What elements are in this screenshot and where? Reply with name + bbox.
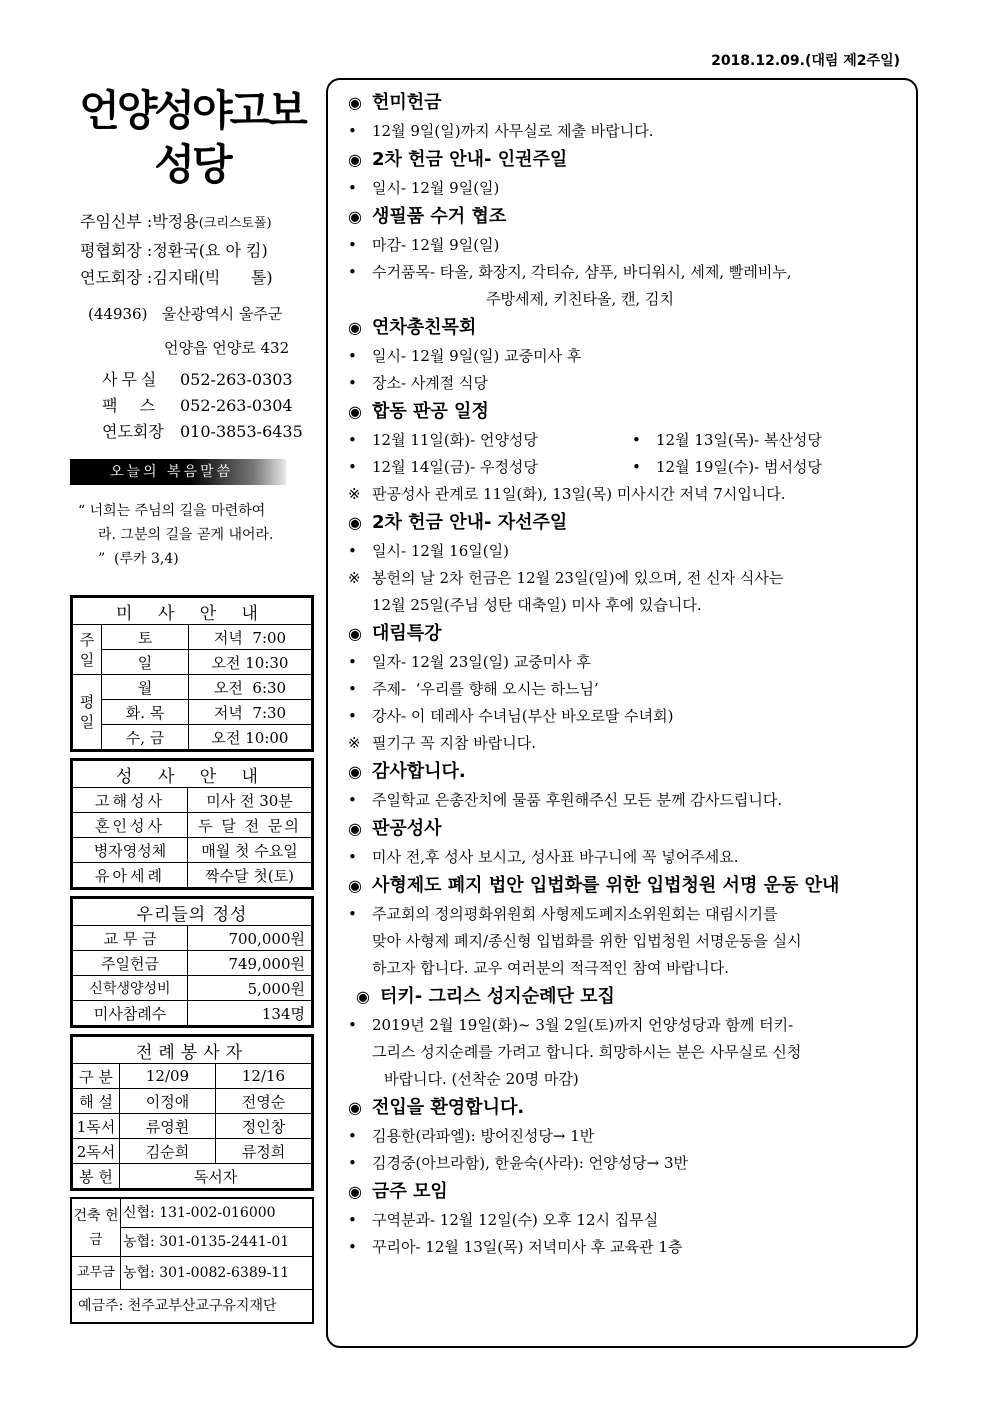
notice-note: ※ 봉헌의 날 2차 헌금은 12월 23일(일)에 있으며, 전 신자 식사는	[348, 565, 916, 592]
notice-item: • 일시- 12월 9일(일) 교중미사 후	[348, 343, 916, 370]
notice-item: • 12월 11일(화)- 언양성당	[348, 427, 632, 454]
notice-item: • 일자- 12월 23일(일) 교중미사 후	[348, 649, 916, 676]
notice-item: • 주제- ‘우리를 향해 오시는 하느님’	[348, 676, 916, 703]
notice-item: • 구역분과- 12월 12일(수) 오후 12시 집무실	[348, 1207, 916, 1234]
notice-heading: ◉ 2차 헌금 안내- 자선주일	[348, 512, 568, 533]
notice-item-continued: 그리스 성지순례를 가려고 합니다. 희망하시는 분은 사무실로 신청	[372, 1043, 802, 1061]
staff-list	[70, 208, 314, 291]
account-number: 농협: 301-0082-6389-11	[123, 1265, 290, 1281]
dot-bullet-icon: •	[348, 374, 357, 392]
reference-mark-icon: ※	[348, 734, 361, 752]
notice-item: • 장소- 사계절 식당	[348, 370, 916, 397]
parish-name-line2: 성당	[154, 140, 230, 189]
dot-bullet-icon: •	[348, 707, 357, 725]
mass-schedule-title: 미 사 안 내	[73, 598, 312, 625]
weekday-label: 평일	[73, 675, 102, 750]
reference-mark-icon: ※	[348, 569, 361, 587]
dot-bullet-icon: •	[348, 347, 357, 365]
dot-bullet-icon: •	[348, 458, 357, 476]
parish-address: (44936) 울산광역시 울주군 언양읍 언양로 432	[88, 305, 290, 357]
dot-bullet-icon: •	[348, 1238, 357, 1256]
notice-heading: ◉ 헌미헌금	[348, 92, 442, 113]
reference-mark-icon: ※	[348, 485, 361, 503]
dot-bullet-icon: •	[632, 431, 641, 449]
account-holder: 예금주: 천주교부산교구유지재단	[78, 1298, 277, 1314]
target-bullet-icon: ◉	[348, 762, 362, 781]
notice-heading: ◉ 연차총친목회	[348, 317, 477, 338]
building-fund-row	[72, 1199, 312, 1257]
dot-bullet-icon: •	[348, 431, 357, 449]
notice-heading: ◉ 사형제도 폐지 법안 입법화를 위한 입법청원 서명 운동 안내	[348, 875, 840, 896]
offerings-table: 우리들의 정성 교 무 금 700,000원 주일헌금 749,000원 신학생양성비 5,000원 미사참례수 134명	[70, 896, 314, 1028]
notice-heading: ◉ 2차 헌금 안내- 인권주일	[348, 149, 568, 170]
target-bullet-icon: ◉	[348, 513, 362, 532]
notice-item: • 2019년 2월 19일(화)~ 3월 2일(토)까지 언양성당과 함께 터키-	[348, 1012, 916, 1039]
notice-row	[348, 427, 916, 454]
dues-row	[72, 1257, 312, 1290]
notice-heading: ◉ 판공성사	[348, 818, 442, 839]
notice-item: • 12월 13일(목)- 복산성당	[632, 427, 916, 454]
target-bullet-icon: ◉	[348, 624, 362, 643]
target-bullet-icon: ◉	[356, 987, 370, 1006]
dot-bullet-icon: •	[348, 680, 357, 698]
notice-heading: ◉ 전입을 환영합니다.	[348, 1097, 525, 1118]
account-number: 농협: 301-0135-2441-01	[121, 1227, 312, 1256]
dot-bullet-icon: •	[348, 848, 357, 866]
phone-list	[70, 367, 314, 445]
notice-row	[348, 454, 916, 481]
dot-bullet-icon: •	[348, 236, 357, 254]
target-bullet-icon: ◉	[348, 819, 362, 838]
notice-item-continued: 바랍니다. (선착순 20명 마감)	[384, 1070, 579, 1088]
dot-bullet-icon: •	[348, 1211, 357, 1229]
staff-row: 주임신부 :박정용(크리스토폴)	[80, 212, 272, 231]
notice-heading: ◉ 금주 모임	[348, 1181, 448, 1202]
account-number: 신협: 131-002-016000	[123, 1205, 276, 1221]
notice-item: • 주일학교 은총잔치에 물품 후원해주신 모든 분께 감사드립니다.	[348, 787, 916, 814]
parish-name: 언양성야고보	[79, 86, 305, 135]
dot-bullet-icon: •	[348, 542, 357, 560]
notice-item: • 12월 14일(금)- 우정성당	[348, 454, 632, 481]
notice-item-continued: 12월 25일(주님 성탄 대축일) 미사 후에 있습니다.	[372, 596, 702, 614]
bank-accounts	[70, 1197, 314, 1324]
notice-item: • 수거품목- 타올, 화장지, 각티슈, 샴푸, 바디워시, 세제, 빨레비누,	[348, 259, 916, 286]
notices-panel	[326, 78, 918, 1348]
notice-heading: ◉ 감사합니다.	[348, 761, 466, 782]
target-bullet-icon: ◉	[348, 1182, 362, 1201]
notice-item-continued: 하고자 합니다. 교우 여러분의 적극적인 참여 바랍니다.	[372, 959, 729, 977]
dot-bullet-icon: •	[348, 653, 357, 671]
notice-heading: ◉ 생필품 수거 협조	[348, 206, 507, 227]
staff-row: 평협회장 :정환국(요 아 킴)	[80, 241, 268, 260]
dot-bullet-icon: •	[348, 1016, 357, 1034]
sacraments-title: 성 사 안 내	[73, 761, 312, 788]
notice-item: • 일시- 12월 9일(일)	[348, 175, 916, 202]
notice-item-continued: 주방세제, 키친타올, 캔, 김치	[486, 290, 674, 308]
building-fund-label: 건축 헌금	[72, 1199, 121, 1256]
target-bullet-icon: ◉	[348, 93, 362, 112]
notice-heading: ◉ 터키- 그리스 성지순례단 모집	[356, 986, 615, 1007]
notice-item: • 12월 9일(일)까지 사무실로 제출 바랍니다.	[348, 118, 916, 145]
mass-schedule-table: 미 사 안 내 주일 토 저녁 7:00 일 오전 10:30 평일 월 오전 6:30 화. 목 저녁 7:30 수, 금 오전 10:00	[70, 595, 314, 752]
holder-row	[72, 1290, 312, 1322]
gospel-verse: “ 너희는 주님의 길을 마련하여 라. 그분의 길을 곧게 내어라. ” (루카 3,4)	[78, 503, 274, 567]
phone-row: 연도회장 010-3853-6435	[102, 422, 303, 441]
notice-item: • 미사 전,후 성사 보시고, 성사표 바구니에 꼭 넣어주세요.	[348, 844, 916, 871]
target-bullet-icon: ◉	[348, 402, 362, 421]
notice-item-continued: 맞아 사형제 폐지/종신형 입법화를 위한 입법청원 서명운동을 실시	[372, 932, 802, 950]
notice-item: • 주교회의 정의평화위원회 사형제도폐지소위원회는 대림시기를	[348, 901, 916, 928]
notice-item: • 김용한(라파엘): 방어진성당→ 1반	[348, 1123, 916, 1150]
dot-bullet-icon: •	[348, 263, 357, 281]
notice-heading: ◉ 대림특강	[348, 623, 442, 644]
ministers-title: 전례봉사자	[73, 1037, 312, 1064]
gospel-heading: 오늘의 복음말씀	[70, 459, 286, 485]
notice-note: ※ 판공성사 관계로 11일(화), 13일(목) 미사시간 저녁 7시입니다.	[348, 481, 916, 508]
phone-row: 팩 스 052-263-0304	[102, 396, 293, 415]
dot-bullet-icon: •	[348, 1127, 357, 1145]
notice-item: • 강사- 이 데레사 수녀님(부산 바오로딸 수녀회)	[348, 703, 916, 730]
notice-item: • 김경중(아브라함), 한윤숙(사라): 언양성당→ 3반	[348, 1150, 916, 1177]
target-bullet-icon: ◉	[348, 318, 362, 337]
notice-heading: ◉ 합동 판공 일정	[348, 401, 489, 422]
offerings-title: 우리들의 정성	[73, 899, 312, 926]
ministers-table: 전례봉사자 구 분 12/09 12/16 해 설 이정애 전영순 1독서 류영휜 정인창 2독서 김순희 류정희 봉 헌 독서자	[70, 1034, 314, 1191]
sunday-label: 주일	[73, 625, 102, 675]
dot-bullet-icon: •	[348, 1154, 357, 1172]
dot-bullet-icon: •	[348, 791, 357, 809]
target-bullet-icon: ◉	[348, 207, 362, 226]
target-bullet-icon: ◉	[348, 1098, 362, 1117]
sacraments-table: 성 사 안 내 고해성사 미사 전 30분 혼인성사 두 달 전 문의 병자영성체 매월 첫 수요일 유아세례 짝수달 첫(토)	[70, 758, 314, 890]
dot-bullet-icon: •	[632, 458, 641, 476]
notice-item: • 마감- 12월 9일(일)	[348, 232, 916, 259]
target-bullet-icon: ◉	[348, 150, 362, 169]
phone-row: 사무실 052-263-0303	[102, 370, 293, 389]
left-column	[70, 78, 314, 1324]
dot-bullet-icon: •	[348, 905, 357, 923]
notice-note: ※ 필기구 꼭 지참 바랍니다.	[348, 730, 916, 757]
notice-item: • 일시- 12월 16일(일)	[348, 538, 916, 565]
dot-bullet-icon: •	[348, 179, 357, 197]
dues-label: 교무금	[72, 1257, 121, 1289]
dot-bullet-icon: •	[348, 122, 357, 140]
target-bullet-icon: ◉	[348, 876, 362, 895]
notice-item: • 꾸리아- 12월 13일(목) 저녁미사 후 교육관 1층	[348, 1234, 916, 1261]
notice-item: • 12월 19일(수)- 범서성당	[632, 454, 916, 481]
issue-date: 2018.12.09.(대림 제2주일)	[711, 53, 900, 69]
staff-row: 연도회장 :김지태(빅 톨)	[80, 268, 273, 287]
